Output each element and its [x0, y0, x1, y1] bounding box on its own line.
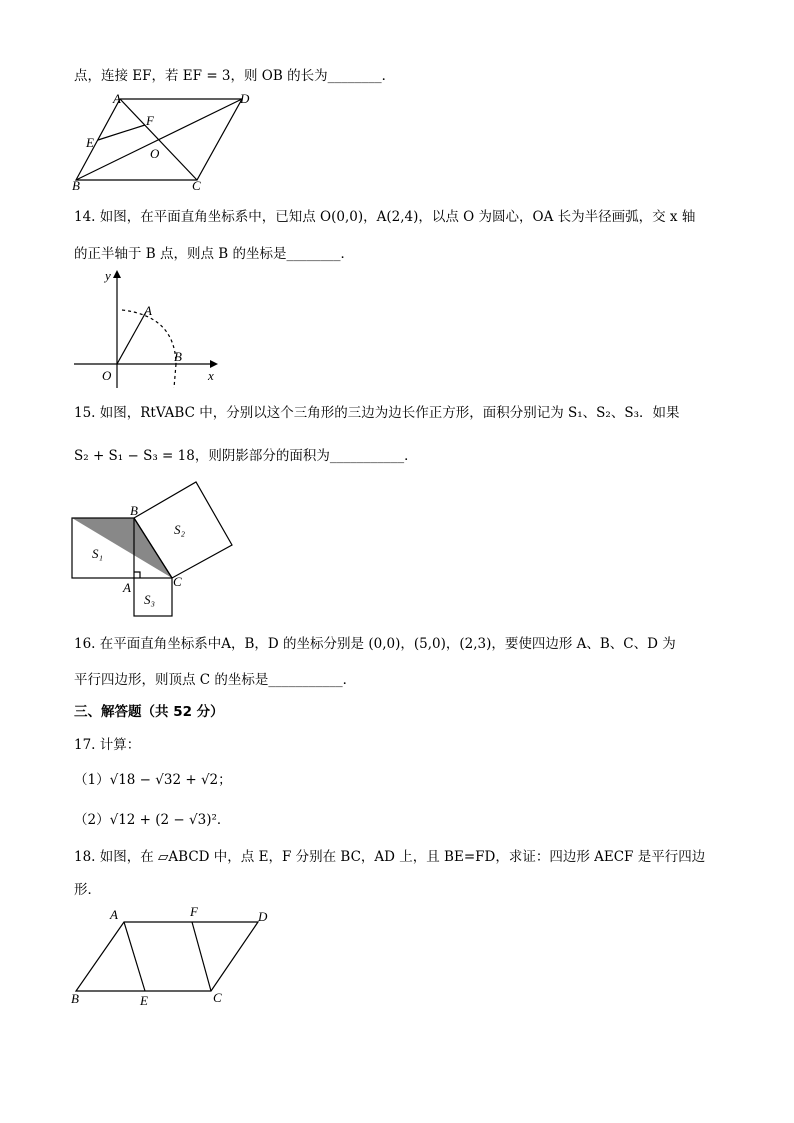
label-F: F [146, 113, 154, 128]
label-A: A [144, 303, 152, 318]
label-S1: S₁ [92, 546, 104, 561]
label-O: O [150, 146, 160, 161]
label-E: E [86, 135, 94, 150]
label-C: C [213, 990, 222, 1005]
label-B: B [72, 178, 80, 192]
label-D: D [240, 92, 250, 106]
label-S2: S₂ [174, 522, 186, 537]
q16-line1: 16. 在平面直角坐标系中A，B，D 的坐标分别是 (0,0)，(5,0)，(2,3)，要使四边形 A、B、C、D 为 [74, 636, 676, 652]
label-B: B [174, 349, 182, 364]
figure-13-parallelogram [70, 92, 260, 192]
label-B: B [71, 991, 79, 1006]
label-x: x [208, 368, 214, 383]
q16-line2: 平行四边形，则顶点 C 的坐标是___________． [74, 672, 357, 688]
q15-line1: 15. 如图，RtVABC 中，分别以这个三角形的三边为边长作正方形，面积分别记为 S₁、S₂、S₃．如果 [74, 405, 680, 421]
label-O: O [102, 368, 112, 383]
label-A: A [110, 907, 118, 922]
q17-part2: （2）√12 + (2 − √3)²． [74, 812, 231, 828]
label-C: C [192, 178, 201, 192]
label-E: E [140, 993, 148, 1008]
figure-18-parallelogram [68, 902, 278, 1012]
q14-line2: 的正半轴于 B 点，则点 B 的坐标是________． [74, 246, 355, 262]
shaded-region [72, 518, 172, 578]
label-y: y [105, 268, 111, 283]
q18-line2: 形． [74, 882, 101, 898]
q18-line1: 18. 如图，在 ▱ABCD 中，点 E，F 分别在 BC，AD 上，且 BE=FD，求证：四边形 AECF 是平行四边 [74, 849, 706, 865]
q17-title: 17. 计算： [74, 737, 141, 753]
q17-part1: （1）√18 − √32 + √2； [74, 772, 232, 788]
label-A: A [123, 580, 131, 595]
label-B: B [130, 503, 138, 518]
label-C: C [173, 574, 182, 589]
label-F: F [190, 904, 198, 919]
x-axis-arrow-icon [210, 360, 218, 368]
q13-text: 点，连接 EF，若 EF = 3，则 OB 的长为________． [74, 68, 396, 84]
q15-line2: S₂ + S₁ − S₃ = 18，则阴影部分的面积为___________． [74, 448, 418, 464]
figure-15-squares [70, 478, 240, 620]
q14-line1: 14. 如图，在平面直角坐标系中，已知点 O(0,0)，A(2,4)，以点 O 为圆心，OA 长为半径画弧，交 x 轴 [74, 209, 696, 225]
label-S3: S₃ [144, 592, 156, 607]
y-axis-arrow-icon [113, 270, 121, 278]
label-D: D [258, 909, 268, 924]
figure-14-coordinate-arc [70, 268, 230, 390]
label-A: A [113, 92, 121, 106]
section-3-title: 三、解答题（共 52 分） [74, 704, 224, 720]
